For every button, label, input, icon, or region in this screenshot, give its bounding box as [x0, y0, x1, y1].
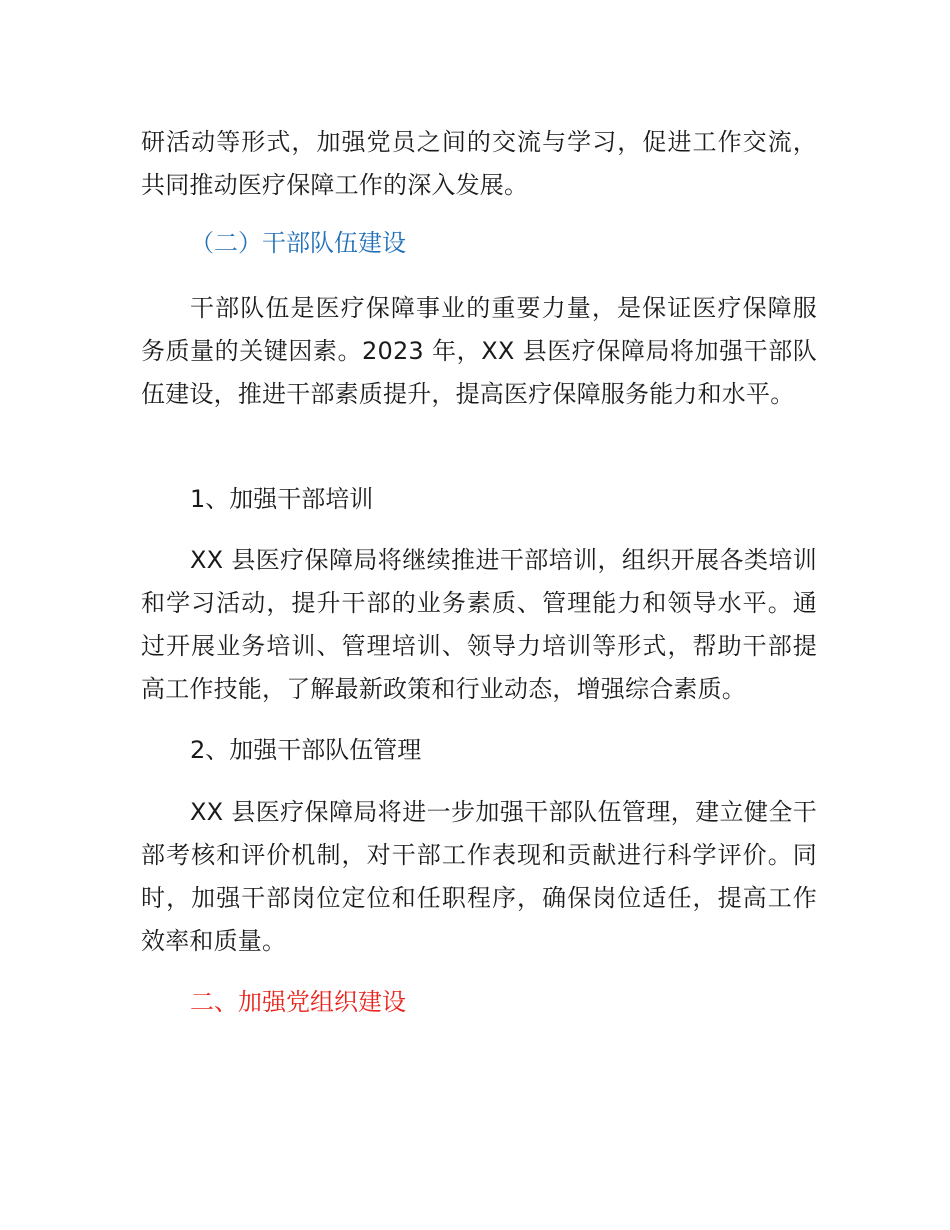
section-heading-party-organization: 二、加强党组织建设: [190, 988, 406, 1016]
paragraph-cadre-management: XX 县医疗保障局将进一步加强干部队伍管理，建立健全干部考核和评价机制，对干部工作表现和贡献进行科学评价。同时，加强干部岗位定位和任职程序，确保岗位适任，提高工作效率和质量。: [141, 798, 817, 955]
paragraph-cadre-training: XX 县医疗保障局将继续推进干部培训，组织开展各类培训和学习活动，提升干部的业务素质、管理能力和领导水平。通过开展业务培训、管理培训、领导力培训等形式，帮助干部提高工作技能，了解最新政策和行业动态，增强综合素质。: [141, 546, 817, 703]
section-heading-cadre-team: （二）干部队伍建设: [190, 229, 406, 257]
paragraph-cadre-intro: 干部队伍是医疗保障事业的重要力量，是保证医疗保障服务质量的关键因素。2023 年，XX 县医疗保障局将加强干部队伍建设，推进干部素质提升，提高医疗保障服务能力和水平。: [141, 294, 817, 408]
subheading-cadre-management: 2、加强干部队伍管理: [190, 736, 422, 764]
paragraph-continuation: 研活动等形式，加强党员之间的交流与学习，促进工作交流，共同推动医疗保障工作的深入发展。: [141, 128, 817, 199]
subheading-cadre-training: 1、加强干部培训: [190, 485, 374, 513]
